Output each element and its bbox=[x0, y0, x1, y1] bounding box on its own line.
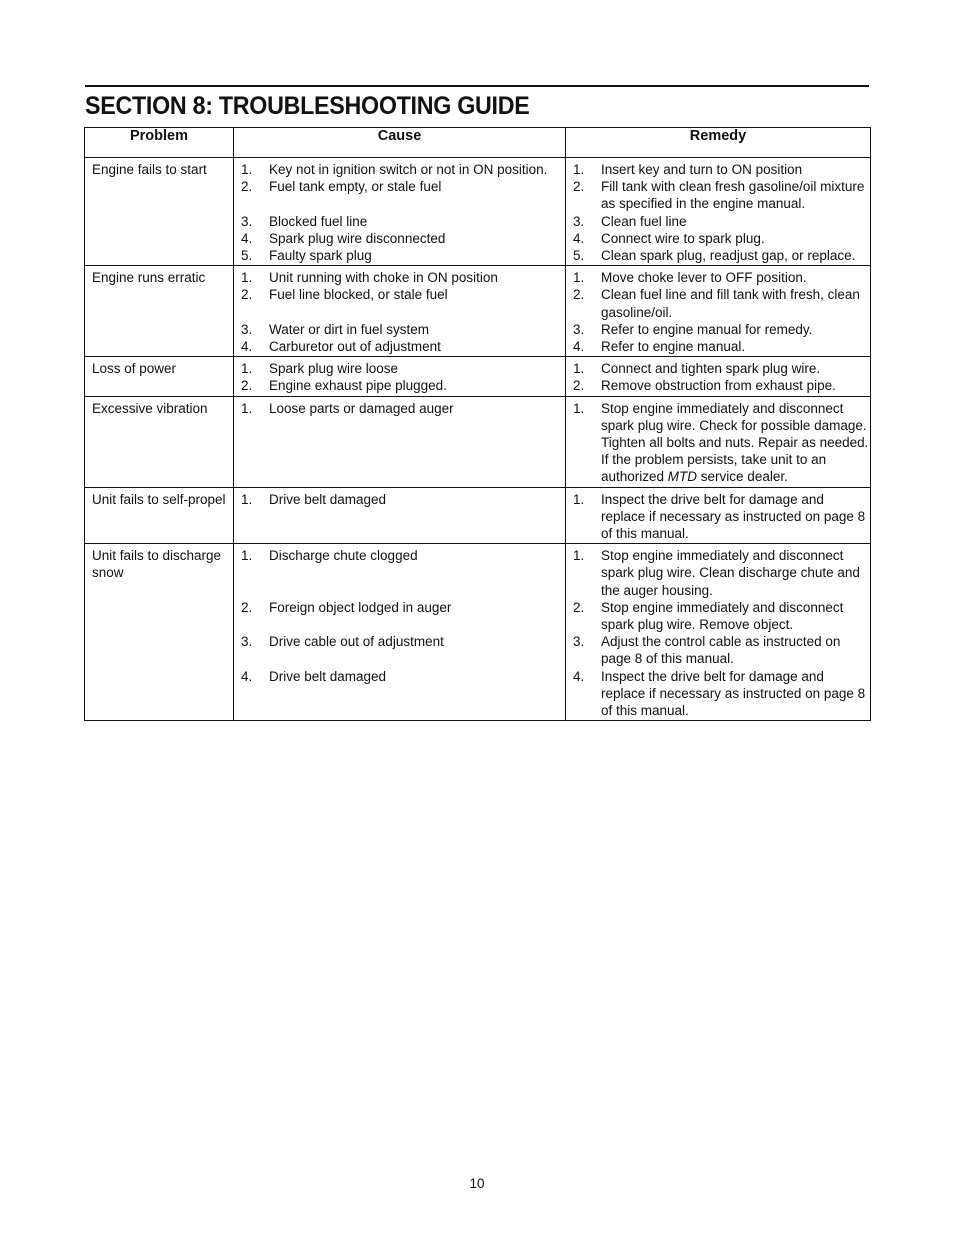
problem-cell: Unit fails to self-propel bbox=[85, 487, 234, 544]
brand-name: MTD bbox=[667, 469, 698, 485]
cause-item bbox=[241, 547, 564, 599]
table-row bbox=[85, 357, 871, 396]
remedy-text: Inspect the drive belt for damage and replace if necessary as instructed on page 8 of this manual. bbox=[601, 668, 866, 719]
remedy-item bbox=[573, 338, 869, 355]
remedy-text: Insert key and turn to ON position bbox=[601, 162, 803, 177]
cause-item bbox=[241, 599, 564, 633]
remedy-number: 2. bbox=[573, 287, 585, 303]
section-title: SECTION 8: TROUBLESHOOTING GUIDE bbox=[85, 92, 530, 120]
remedy-number: 1. bbox=[573, 400, 585, 416]
cause-text: Spark plug wire loose bbox=[269, 361, 399, 377]
remedy-text: Clean spark plug, readjust gap, or replace. bbox=[601, 248, 856, 264]
cause-text: Loose parts or damaged auger bbox=[269, 400, 454, 416]
remedy-number: 2. bbox=[573, 599, 585, 615]
remedy-text: Connect and tighten spark plug wire. bbox=[601, 361, 821, 377]
cause-number: 2. bbox=[241, 179, 253, 195]
cause-item bbox=[241, 269, 564, 286]
cause-text: Discharge chute clogged bbox=[269, 548, 418, 564]
cause-number: 4. bbox=[241, 668, 253, 684]
table-row bbox=[85, 266, 871, 357]
remedy-cell bbox=[566, 266, 871, 357]
remedy-item bbox=[573, 269, 869, 286]
cause-number: 3. bbox=[241, 213, 253, 229]
cause-item bbox=[241, 377, 564, 394]
remedy-text: Stop engine immediately and disconnect spark plug wire. Remove object. bbox=[601, 599, 844, 633]
remedy-text: Clean fuel line bbox=[601, 213, 687, 229]
cause-number: 1. bbox=[241, 548, 253, 564]
cause-cell bbox=[234, 544, 566, 721]
remedy-number: 1. bbox=[573, 162, 585, 177]
remedy-item bbox=[573, 247, 869, 264]
cause-text: Foreign object lodged in auger bbox=[269, 599, 452, 615]
remedy-text bbox=[601, 400, 869, 486]
remedy-cell bbox=[566, 396, 871, 487]
cause-text: Spark plug wire disconnected bbox=[269, 230, 446, 246]
cause-text: Drive cable out of adjustment bbox=[269, 634, 444, 650]
remedy-item bbox=[573, 547, 869, 599]
cause-text: Water or dirt in fuel system bbox=[269, 321, 430, 337]
remedy-text: Remove obstruction from exhaust pipe. bbox=[601, 378, 836, 394]
table-row bbox=[85, 158, 871, 266]
cause-item bbox=[241, 633, 564, 667]
header-remedy: Remedy bbox=[566, 128, 871, 158]
cause-number: 4. bbox=[241, 339, 253, 355]
remedy-number: 4. bbox=[573, 230, 585, 246]
remedy-number: 2. bbox=[573, 179, 585, 195]
cause-text: Drive belt damaged bbox=[269, 491, 387, 507]
remedy-text: Connect wire to spark plug. bbox=[601, 230, 765, 246]
remedy-text: Refer to engine manual. bbox=[601, 339, 746, 355]
remedy-number: 3. bbox=[573, 321, 585, 337]
remedy-item bbox=[573, 161, 869, 178]
remedy-item bbox=[573, 360, 869, 377]
header-problem: Problem bbox=[85, 128, 234, 158]
remedy-number: 1. bbox=[573, 491, 585, 507]
cause-item bbox=[241, 161, 564, 178]
cause-text: Fuel tank empty, or stale fuel bbox=[269, 179, 442, 195]
table-row bbox=[85, 544, 871, 721]
problem-cell: Loss of power bbox=[85, 357, 234, 396]
cause-item bbox=[241, 491, 564, 508]
remedy-cell bbox=[566, 544, 871, 721]
remedy-number: 3. bbox=[573, 213, 585, 229]
remedy-text: Adjust the control cable as instructed on page 8 of this manual. bbox=[601, 634, 841, 667]
problem-cell: Excessive vibration bbox=[85, 396, 234, 487]
cause-number: 4. bbox=[241, 230, 253, 246]
remedy-item bbox=[573, 286, 869, 320]
cause-item bbox=[241, 247, 564, 264]
cause-cell bbox=[234, 487, 566, 544]
remedy-cell bbox=[566, 158, 871, 266]
cause-number: 3. bbox=[241, 634, 253, 650]
cause-item bbox=[241, 213, 564, 230]
remedy-text-part: service dealer. bbox=[697, 469, 788, 485]
remedy-text: Inspect the drive belt for damage and replace if necessary as instructed on page 8 of this manual. bbox=[601, 491, 866, 542]
remedy-item bbox=[573, 633, 869, 667]
table-header-row bbox=[85, 128, 871, 158]
cause-cell bbox=[234, 158, 566, 266]
remedy-number: 1. bbox=[573, 361, 585, 377]
remedy-item bbox=[573, 668, 869, 720]
remedy-text: Clean fuel line and fill tank with fresh, clean gasoline/oil. bbox=[601, 287, 860, 320]
remedy-number: 1. bbox=[573, 548, 585, 564]
remedy-number: 2. bbox=[573, 378, 585, 394]
cause-number: 1. bbox=[241, 361, 253, 377]
remedy-text: Stop engine immediately and disconnect spark plug wire. Clean discharge chute and the auger housing. bbox=[601, 548, 860, 598]
remedy-text-part: Stop engine immediately and disconnect spark plug wire. Check for possible damage. Tighten all bolts and nuts. Repair as needed. If the problem persists, take unit to an authorized bbox=[601, 400, 869, 485]
cause-number: 1. bbox=[241, 400, 253, 416]
cause-item bbox=[241, 178, 564, 212]
remedy-item bbox=[573, 400, 869, 486]
remedy-item bbox=[573, 321, 869, 338]
remedy-number: 5. bbox=[573, 248, 585, 264]
cause-number: 2. bbox=[241, 287, 253, 303]
header-cause: Cause bbox=[234, 128, 566, 158]
cause-number: 5. bbox=[241, 248, 253, 263]
remedy-number: 4. bbox=[573, 668, 585, 684]
remedy-number: 3. bbox=[573, 634, 585, 650]
cause-item bbox=[241, 668, 564, 720]
cause-text: Carburetor out of adjustment bbox=[269, 339, 441, 355]
cause-item bbox=[241, 338, 564, 355]
cause-text: Unit running with choke in ON position bbox=[269, 270, 498, 286]
cause-item bbox=[241, 321, 564, 338]
cause-number: 1. bbox=[241, 491, 253, 507]
remedy-number: 4. bbox=[573, 339, 585, 355]
cause-cell bbox=[234, 266, 566, 357]
cause-cell bbox=[234, 396, 566, 487]
remedy-item bbox=[573, 178, 869, 212]
cause-number: 3. bbox=[241, 321, 253, 337]
page-number: 10 bbox=[469, 1176, 485, 1191]
problem-cell: Unit fails to discharge snow bbox=[85, 544, 234, 721]
section-rule bbox=[85, 85, 869, 87]
cause-text: Fuel line blocked, or stale fuel bbox=[269, 287, 448, 303]
cause-item bbox=[241, 230, 564, 247]
cause-item bbox=[241, 360, 564, 377]
table-row bbox=[85, 487, 871, 544]
cause-number: 1. bbox=[241, 162, 253, 177]
table-body bbox=[85, 158, 871, 721]
cause-text: Faulty spark plug bbox=[269, 248, 372, 263]
remedy-cell bbox=[566, 487, 871, 544]
remedy-item bbox=[573, 377, 869, 394]
remedy-item bbox=[573, 491, 869, 543]
cause-item bbox=[241, 400, 564, 417]
remedy-text: Refer to engine manual for remedy. bbox=[601, 321, 813, 337]
cause-text: Engine exhaust pipe plugged. bbox=[269, 378, 447, 394]
cause-number: 2. bbox=[241, 599, 253, 615]
problem-cell: Engine runs erratic bbox=[85, 266, 234, 357]
remedy-item bbox=[573, 599, 869, 633]
remedy-text: Move choke lever to OFF position. bbox=[601, 270, 807, 286]
cause-number: 2. bbox=[241, 378, 253, 394]
remedy-cell bbox=[566, 357, 871, 396]
cause-item bbox=[241, 286, 564, 320]
cause-text: Key not in ignition switch or not in ON position. bbox=[269, 162, 548, 177]
table-row bbox=[85, 396, 871, 487]
cause-number: 1. bbox=[241, 270, 253, 286]
problem-cell: Engine fails to start bbox=[85, 158, 234, 266]
remedy-item bbox=[573, 213, 869, 230]
remedy-number: 1. bbox=[573, 270, 585, 286]
cause-text: Drive belt damaged bbox=[269, 668, 387, 684]
remedy-text: Fill tank with clean fresh gasoline/oil mixture as specified in the engine manual. bbox=[601, 179, 865, 212]
troubleshooting-table bbox=[84, 127, 871, 721]
remedy-item bbox=[573, 230, 869, 247]
cause-text: Blocked fuel line bbox=[269, 213, 368, 229]
cause-cell bbox=[234, 357, 566, 396]
